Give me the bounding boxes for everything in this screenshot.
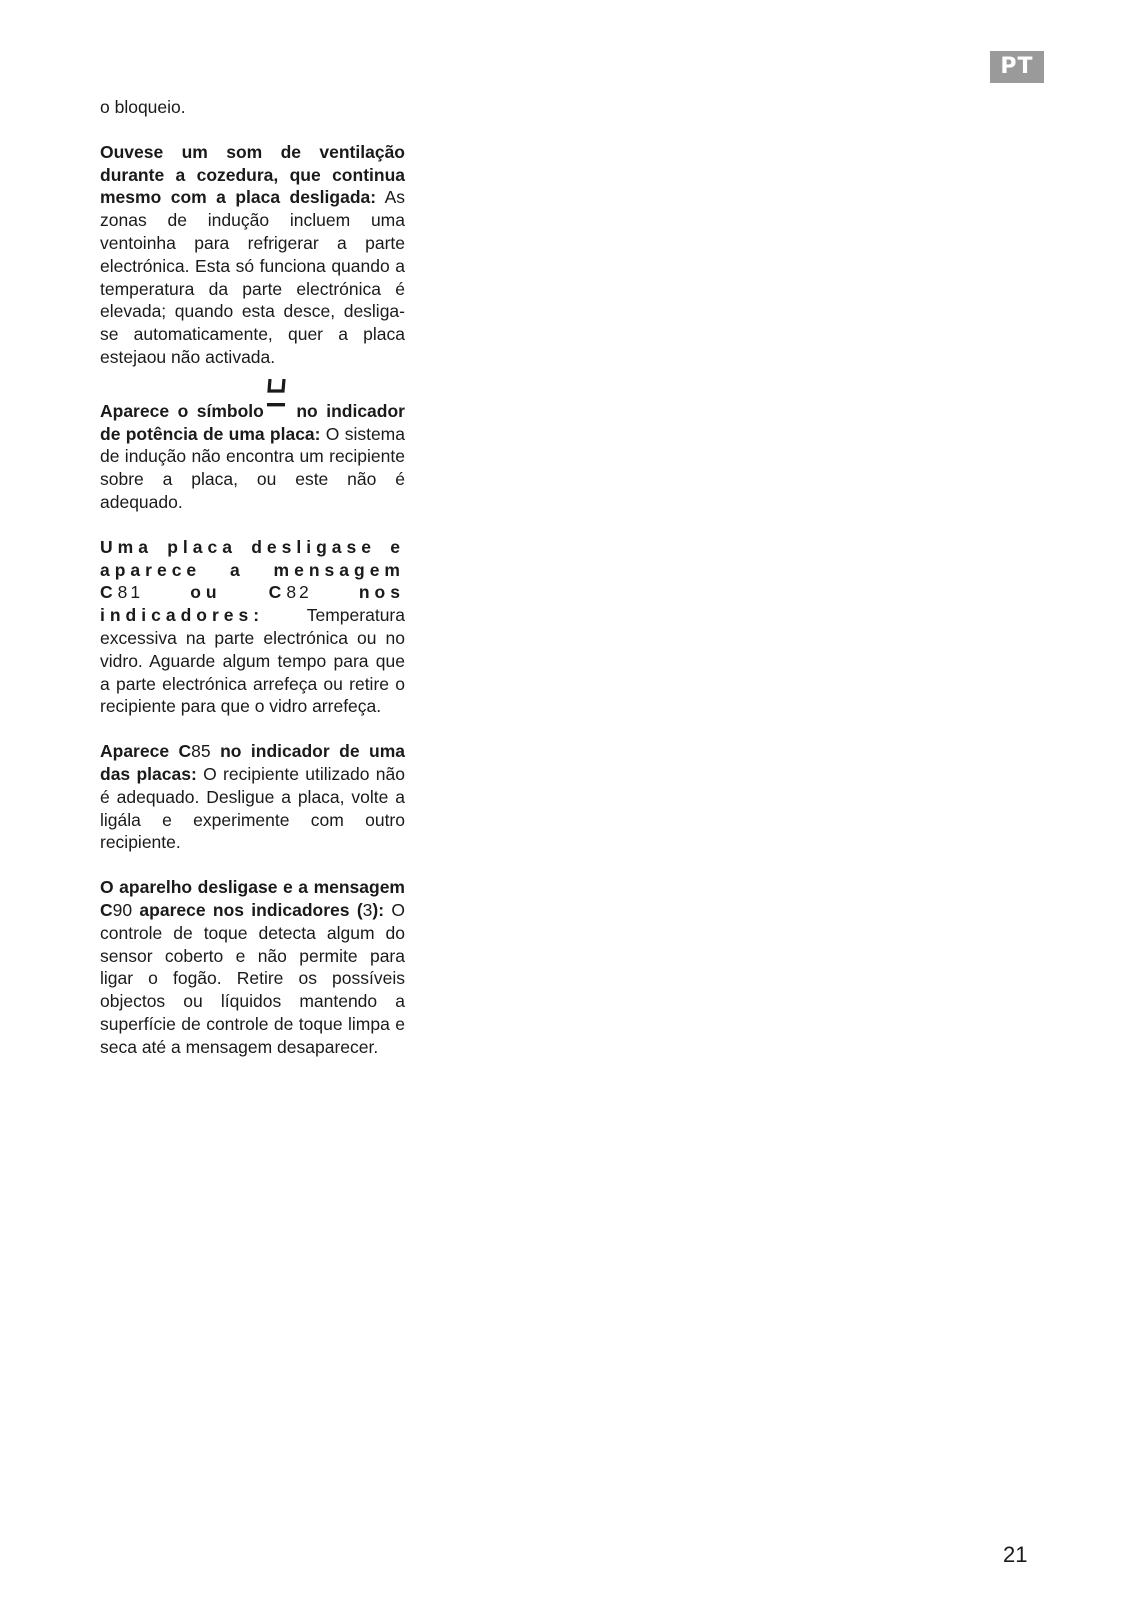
section-title-after: no indicador de potência de uma placa: [100, 400, 405, 444]
indicator-number: 3 [362, 899, 373, 920]
section-title-part: no indicador de uma das placas: [100, 741, 405, 784]
code-letter: C [100, 582, 118, 603]
section-title-before: Aparece o símbolo [100, 400, 264, 421]
section-symbol [100, 399, 405, 514]
section-title-part: aparece nos indicadores ( [132, 899, 363, 920]
section-body: o bloqueio. [100, 97, 186, 117]
code-number: 90 [112, 899, 133, 920]
section-title-part: ou [143, 582, 269, 603]
language-badge: PT [990, 51, 1044, 83]
section-title-part: nos indicadores: [100, 582, 405, 626]
code-letter: C [268, 582, 287, 603]
code-number: 81 [117, 582, 144, 603]
section-title: Ouvese um som de ventilação durante a cozedura, que continua mesmo com a placa desligada: [100, 141, 405, 208]
code-number: 85 [191, 741, 211, 762]
section-c81-c82 [100, 536, 405, 718]
code-letter: C [178, 741, 192, 762]
section-body: O controle de toque detecta algum do sensor coberto e não permite para ligar o fogão. Retire os possíveis objectos ou líquidos mantendo a superfície de controle de toque limpa e seca até a mensagem desaparecer. [100, 899, 405, 1057]
section-title-part: O aparelho desligase e a mensagem [100, 877, 405, 898]
section-fan-noise [100, 141, 405, 369]
section-c90 [100, 876, 405, 1058]
code-number: 82 [286, 582, 312, 603]
code-letter: C [100, 899, 113, 920]
section-title-part: Aparece [100, 741, 179, 762]
section-body: O sistema de indução não encontra um recipiente sobre a placa, ou este não é adequado. [100, 423, 405, 512]
pan-not-detected-symbol-icon [264, 399, 288, 417]
section-body: O recipiente utilizado não é adequado. Desligue a placa, volte a ligála e experimente com outro recipiente. [100, 763, 405, 853]
section-body: Temperatura excessiva na parte electrónica ou no vidro. Aguarde algum tempo para que a parte electrónica arrefeça ou retire o recipiente para que o vidro arrefeça. [100, 605, 405, 717]
section-title-part: ): [372, 899, 385, 920]
page-number: 21 [1003, 1542, 1028, 1567]
section-c85 [100, 740, 405, 854]
section-bloqueio [100, 96, 405, 119]
section-body: As zonas de indução incluem uma ventoinha para refrigerar a parte electrónica. Esta só funciona quando a temperatura da parte electrónica é elevada; quando esta desce, desliga-se automaticamente, quer a placa estejaou não activada. [100, 187, 405, 367]
troubleshooting-column [100, 96, 405, 1080]
section-title-part: Uma placa desligase e aparece a mensagem [100, 536, 405, 580]
